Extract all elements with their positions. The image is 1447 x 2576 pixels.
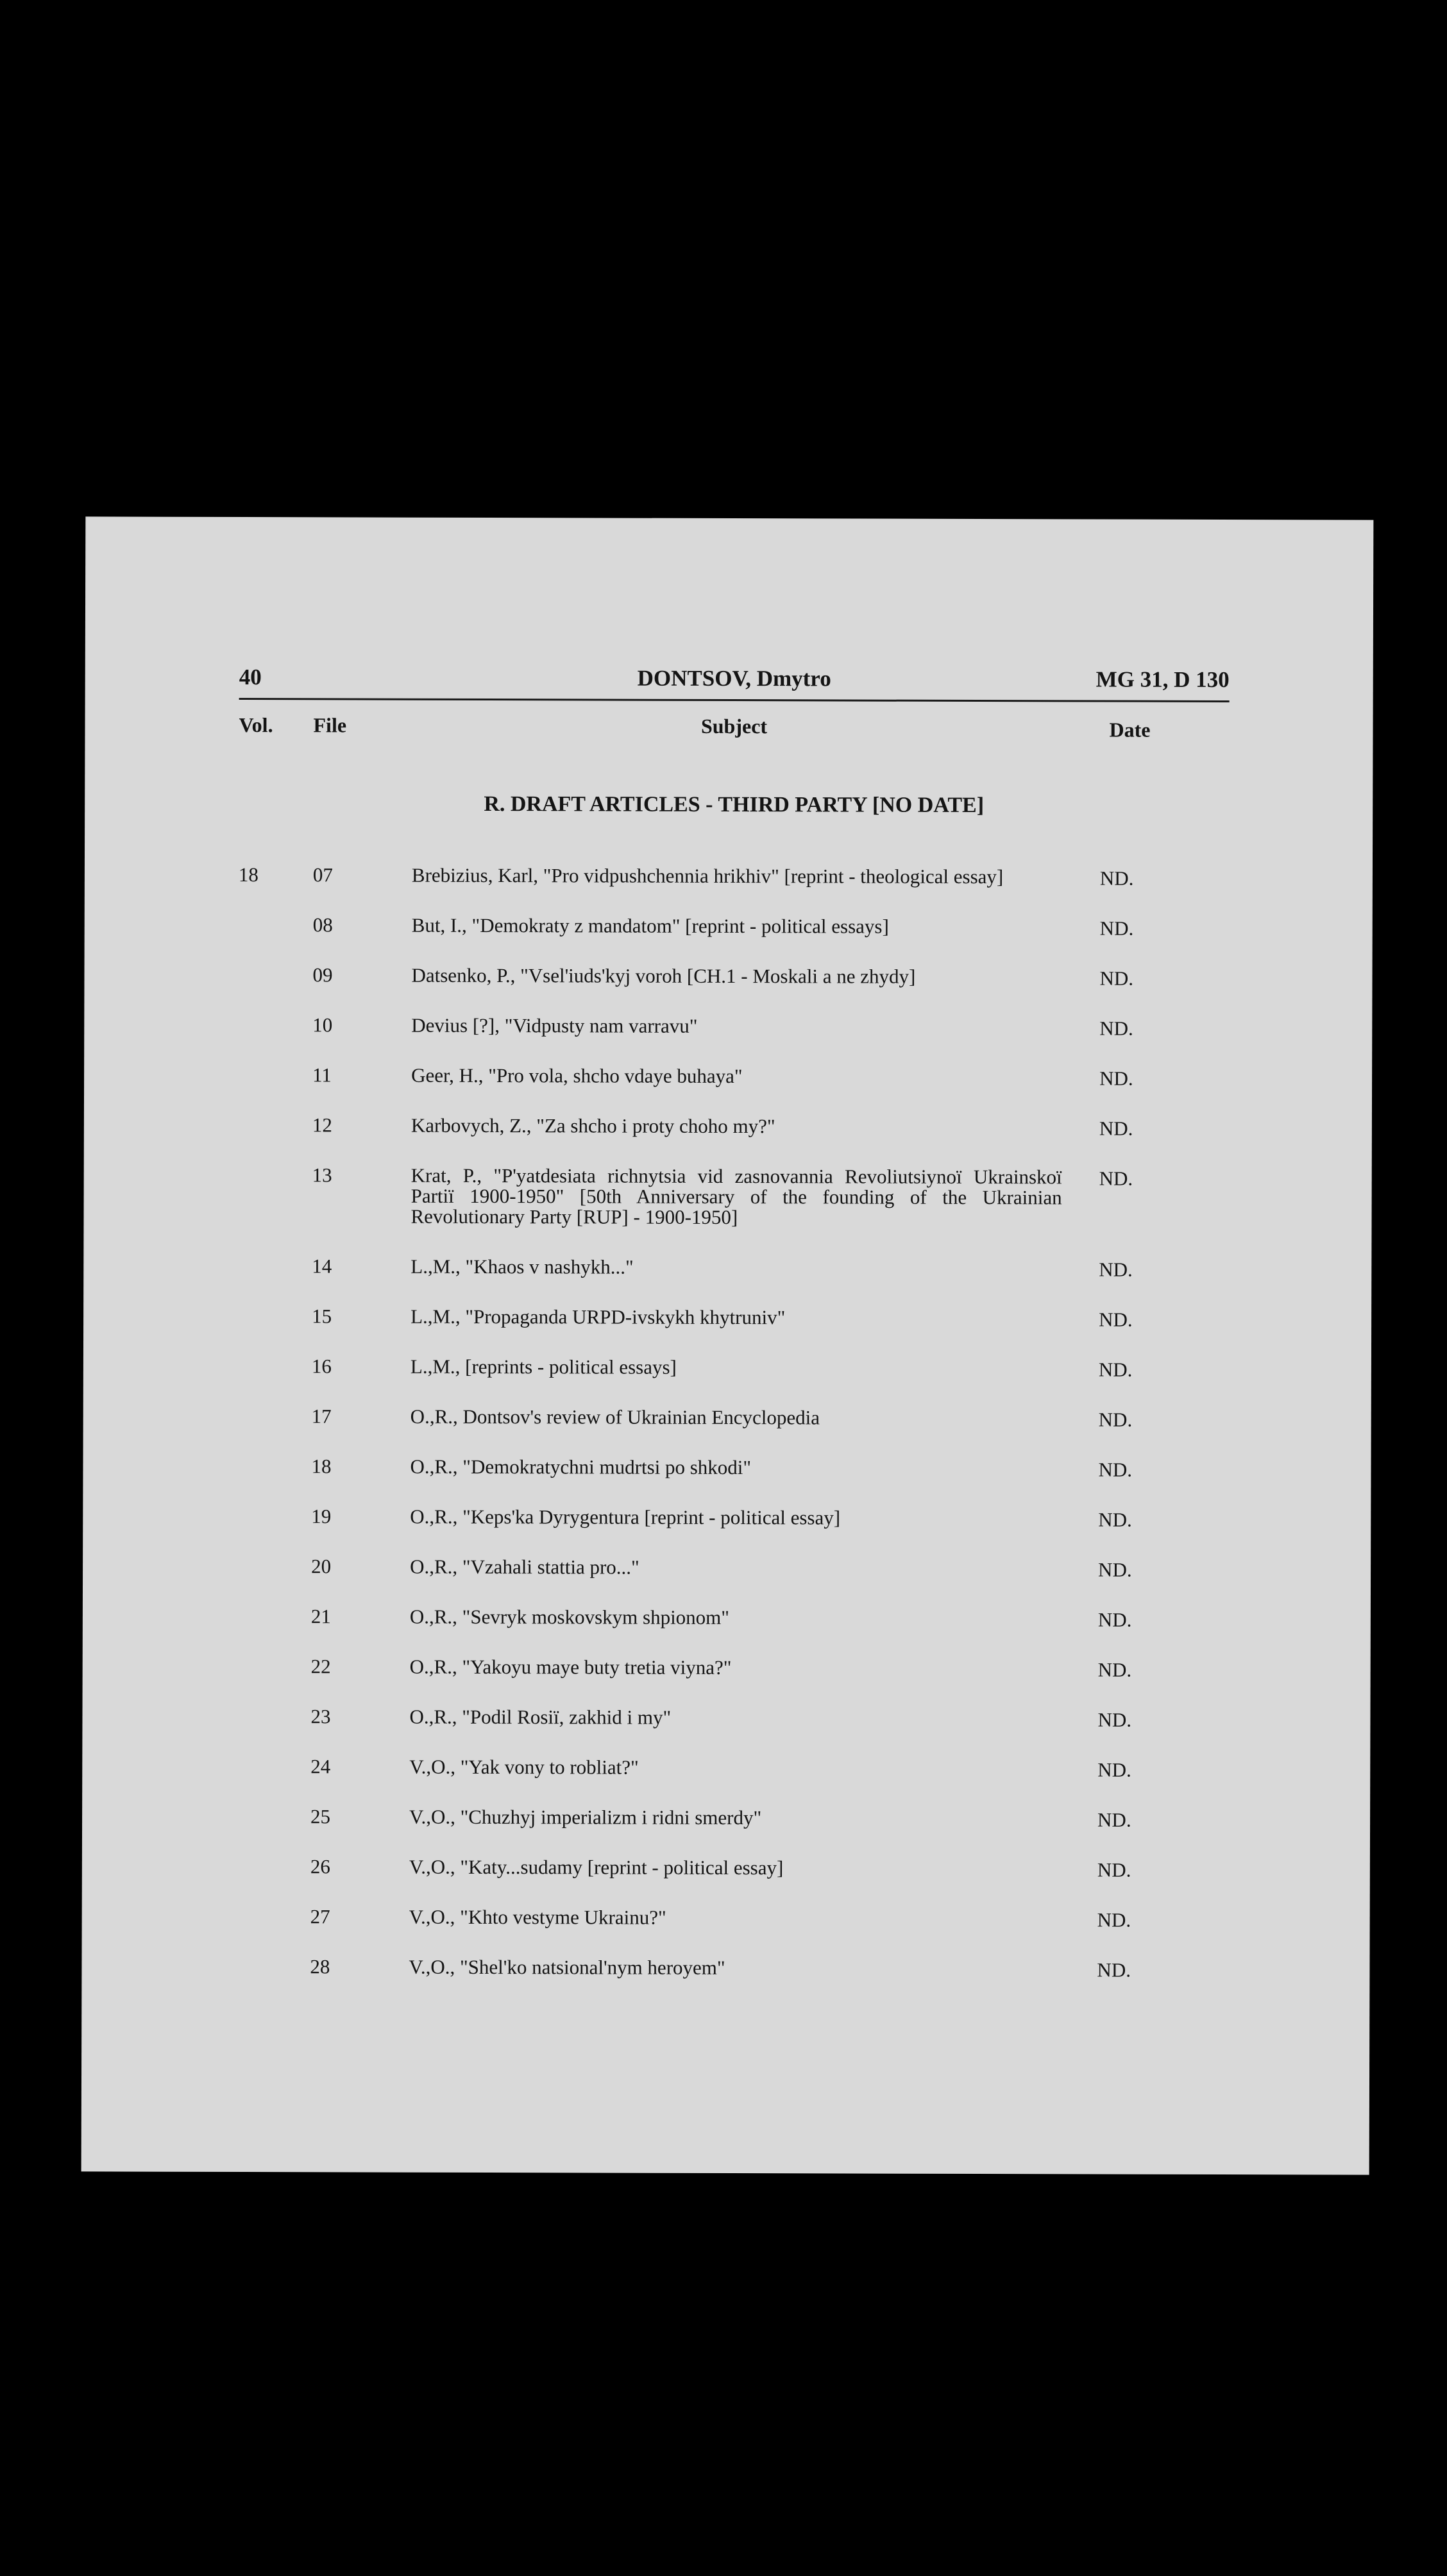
entry-file: 11: [312, 1063, 332, 1087]
entry-subject: O.,R., "Podil Rosiï, zakhid i my": [409, 1705, 672, 1729]
entry-subject: Karbovych, Z., "Za shcho i proty choho my?": [410, 1114, 775, 1138]
page-content: [235, 517, 1230, 2174]
list-item: [237, 1506, 1227, 1559]
list-item: [236, 1706, 1226, 1759]
archive-reference: MG 31, D 130: [1096, 666, 1230, 693]
entry-subject: L.,M., "Propaganda URPD-ivskykh khytruniv": [410, 1305, 786, 1329]
collection-title: DONTSOV, Dmytro: [637, 665, 831, 691]
list-item: [237, 1406, 1228, 1459]
entry-subject: V.,O., "Khto vestyme Ukrainu?": [409, 1905, 666, 1929]
list-item: [239, 865, 1229, 917]
list-item: [236, 1906, 1226, 1959]
entry-date: ND.: [1099, 867, 1134, 890]
entry-file: 15: [312, 1305, 332, 1328]
entry-subject: But, I., "Demokraty z mandatom" [reprint - political essays]: [411, 913, 889, 938]
column-header-date: Date: [1109, 718, 1151, 741]
entries-list: [235, 865, 1229, 2009]
list-item: [238, 1065, 1228, 1117]
entry-file: 14: [312, 1255, 332, 1278]
entry-subject: Datsenko, P., "Vsel'iuds'kyj voroh [CH.1 - Moskali a ne zhydy]: [411, 963, 916, 988]
list-item: [239, 915, 1229, 967]
list-item: [237, 1165, 1228, 1258]
entry-file: 08: [312, 913, 333, 936]
entry-subject: L.,M., "Khaos v nashykh...": [410, 1255, 634, 1278]
entry-file: 10: [312, 1013, 333, 1037]
entry-subject: O.,R., "Sevryk moskovskym shpionom": [409, 1605, 730, 1629]
entry-date: ND.: [1099, 1117, 1133, 1140]
entry-file: 12: [312, 1114, 332, 1137]
entry-file: 19: [311, 1505, 332, 1528]
entry-vol: 18: [238, 863, 258, 886]
entry-subject: Geer, H., "Pro vola, shcho vdaye buhaya": [411, 1063, 743, 1088]
entry-file: 17: [311, 1405, 332, 1428]
entry-subject: V.,O., "Shel'ko natsional'nym heroyem": [409, 1955, 725, 1979]
entry-file: 20: [311, 1555, 332, 1578]
page-header: [239, 665, 1230, 699]
entry-date: ND.: [1097, 1958, 1131, 1981]
entry-date: ND.: [1099, 1017, 1133, 1040]
entry-subject: Brebizius, Karl, "Pro vidpushchennia hrikhiv" [reprint - theological essay]: [411, 863, 1004, 888]
entry-file: 09: [312, 963, 333, 987]
list-item: [237, 1356, 1228, 1409]
entry-date: ND.: [1098, 1408, 1133, 1431]
section-title: R. DRAFT ARTICLES - THIRD PARTY [NO DATE]: [484, 792, 985, 818]
entry-date: ND.: [1099, 1067, 1133, 1090]
list-item: [237, 1456, 1227, 1509]
entry-date: ND.: [1099, 917, 1134, 940]
entry-date: ND.: [1097, 1908, 1131, 1931]
entry-subject: O.,R., "Demokratychni mudrtsi po shkodi": [410, 1455, 752, 1479]
entry-file: 22: [310, 1655, 331, 1678]
entry-date: ND.: [1097, 1658, 1132, 1681]
entry-date: ND.: [1099, 1308, 1133, 1331]
list-item: [236, 1856, 1226, 1909]
entry-date: ND.: [1098, 1458, 1133, 1481]
list-item: [237, 1256, 1228, 1309]
entry-file: 25: [310, 1805, 331, 1828]
column-header-file: File: [313, 713, 347, 737]
entry-file: 18: [311, 1455, 332, 1478]
entry-date: ND.: [1099, 967, 1134, 990]
list-item: [235, 1956, 1226, 2009]
column-headers: [239, 713, 1229, 748]
entry-date: ND.: [1099, 1258, 1133, 1281]
entry-file: 28: [310, 1955, 330, 1978]
entry-file: 24: [310, 1755, 331, 1778]
entry-date: ND.: [1097, 1808, 1131, 1831]
entry-subject: O.,R., "Vzahali stattia pro...": [410, 1555, 639, 1579]
entry-file: 13: [312, 1164, 332, 1187]
list-item: [237, 1556, 1227, 1609]
list-item: [237, 1606, 1227, 1659]
entry-file: 21: [310, 1605, 331, 1628]
entry-date: ND.: [1098, 1508, 1132, 1531]
entry-subject: V.,O., "Chuzhyj imperializm i ridni smerdy": [409, 1805, 762, 1829]
entry-subject: Devius [?], "Vidpusty nam varravu": [411, 1013, 698, 1037]
list-item: [238, 1115, 1228, 1167]
list-item: [237, 1656, 1227, 1709]
entry-date: ND.: [1097, 1858, 1131, 1881]
entry-subject: O.,R., "Yakoyu maye buty tretia viyna?": [409, 1655, 732, 1679]
entry-date: ND.: [1097, 1758, 1131, 1781]
entry-subject: O.,R., Dontsov's review of Ukrainian Encyclopedia: [410, 1405, 820, 1429]
list-item: [236, 1756, 1226, 1809]
list-item: [237, 1306, 1228, 1359]
entry-date: ND.: [1098, 1358, 1133, 1381]
column-header-subject: Subject: [700, 714, 768, 738]
entry-subject: V.,O., "Katy...sudamy [reprint - political essay]: [409, 1855, 784, 1879]
entry-date: ND.: [1097, 1608, 1132, 1631]
entry-file: 26: [310, 1855, 330, 1878]
page-number: 40: [239, 665, 262, 690]
entry-date: ND.: [1099, 1167, 1133, 1190]
entry-file: 27: [310, 1905, 330, 1928]
document-page: [81, 516, 1374, 2174]
entry-date: ND.: [1098, 1558, 1132, 1581]
column-header-vol: Vol.: [239, 713, 273, 737]
list-item: [236, 1806, 1226, 1859]
entry-date: ND.: [1097, 1708, 1132, 1731]
entry-file: 16: [311, 1355, 332, 1378]
list-item: [238, 1015, 1228, 1067]
entry-subject: Krat, P., "P'yatdesiata richnytsia vid zasnovannia Revoliutsiynoï Ukrainskoï Partiï 1900-1950" [50th Anniversary of the founding of the Ukrainian Revolutionary Party [RUP] - 1900-1950]: [410, 1164, 1062, 1229]
entry-subject: L.,M., [reprints - political essays]: [410, 1355, 677, 1378]
entry-subject: O.,R., "Keps'ka Dyrygentura [reprint - political essay]: [410, 1505, 841, 1529]
entry-file: 07: [312, 863, 333, 886]
list-item: [238, 965, 1228, 1017]
entry-file: 23: [310, 1705, 331, 1728]
entry-subject: V.,O., "Yak vony to robliat?": [409, 1755, 639, 1779]
